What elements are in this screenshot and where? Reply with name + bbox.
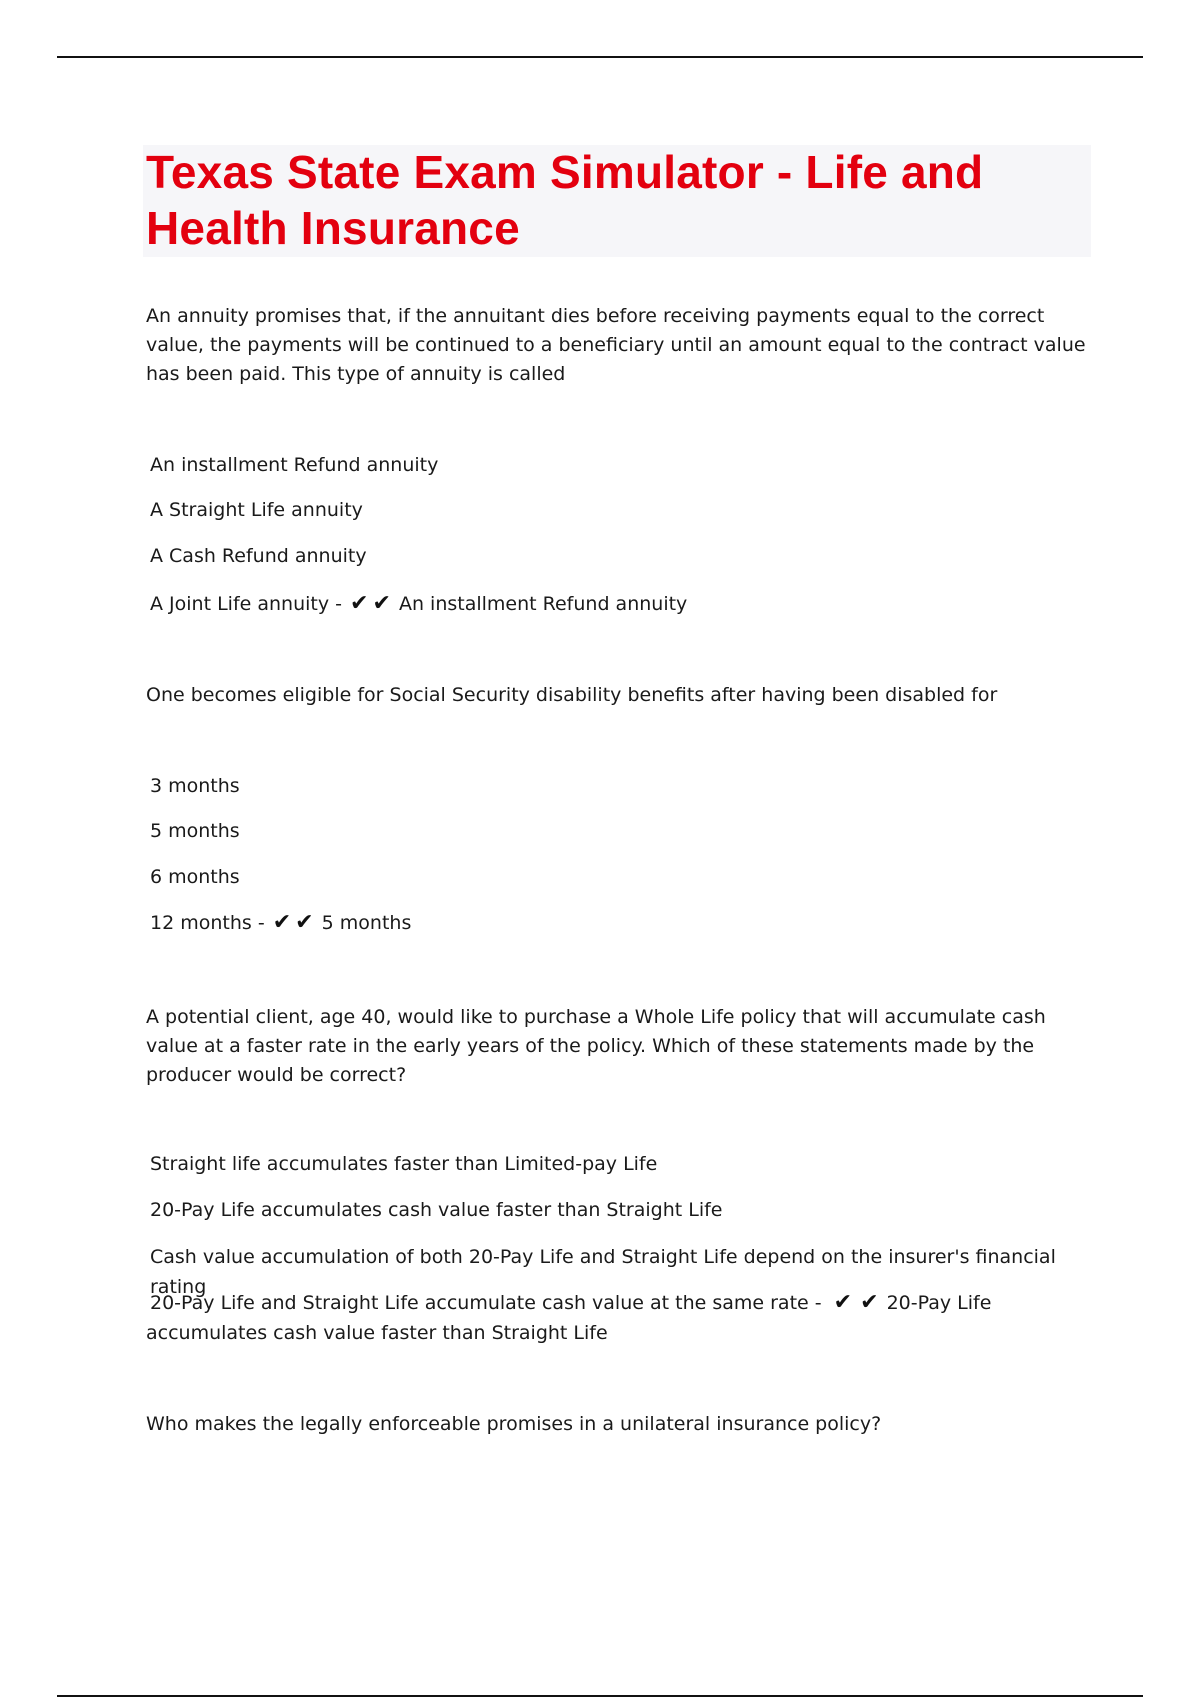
question-2-option-2: 5 months bbox=[150, 820, 240, 842]
check-icon: ✔ bbox=[295, 910, 314, 935]
question-1-option-1: An installment Refund annuity bbox=[150, 454, 439, 476]
question-3-option-4-with-answer bbox=[146, 1288, 1092, 1348]
bottom-rule bbox=[57, 1695, 1143, 1697]
question-3-answer: 20-Pay Life accumulates cash value faster than Straight Life bbox=[146, 1292, 992, 1344]
question-2-answer: 5 months bbox=[321, 912, 412, 934]
question-4-text: Who makes the legally enforceable promises in a unilateral insurance policy? bbox=[146, 1413, 882, 1435]
top-rule bbox=[57, 56, 1143, 58]
question-3-option-3: Cash value accumulation of both 20-Pay Life and Straight Life depend on the insurer's financial rating bbox=[150, 1246, 1056, 1298]
question-2-option-1: 3 months bbox=[150, 775, 240, 797]
question-3-option-4: 20-Pay Life and Straight Life accumulate cash value at the same rate - bbox=[150, 1292, 822, 1314]
question-1-text: An annuity promises that, if the annuitant dies before receiving payments equal to the correct value, the payments will be continued to a beneficiary until an amount equal to the contract value has been paid. This type of annuity is called bbox=[146, 305, 1086, 385]
question-3-option-1: Straight life accumulates faster than Limited-pay Life bbox=[150, 1153, 658, 1175]
question-3-option-2: 20-Pay Life accumulates cash value faster than Straight Life bbox=[150, 1199, 723, 1221]
question-2-option-4: 12 months - bbox=[150, 912, 265, 934]
check-icon: ✔ bbox=[372, 591, 391, 616]
question-2-text: One becomes eligible for Social Security disability benefits after having been disabled for bbox=[146, 684, 998, 706]
check-icon: ✔ bbox=[860, 1290, 879, 1315]
question-2-option-3: 6 months bbox=[150, 866, 240, 888]
check-icon: ✔ bbox=[350, 591, 369, 616]
question-1-answer: An installment Refund annuity bbox=[398, 593, 688, 615]
question-3-text: A potential client, age 40, would like to purchase a Whole Life policy that will accumulate cash value at a faster rate in the early years of the policy. Which of these statements made by the producer would be correct? bbox=[146, 1006, 1046, 1086]
document-title: Texas State Exam Simulator - Life and Health Insurance bbox=[146, 146, 984, 254]
check-icon: ✔ bbox=[833, 1290, 853, 1315]
question-1-option-4: A Joint Life annuity - bbox=[150, 593, 342, 615]
question-1-option-2: A Straight Life annuity bbox=[150, 499, 363, 521]
question-2-option-4-with-answer bbox=[150, 908, 1096, 938]
question-1-option-3: A Cash Refund annuity bbox=[150, 545, 367, 567]
question-1-option-4-with-answer bbox=[150, 589, 1096, 619]
check-icon: ✔ bbox=[272, 910, 292, 935]
